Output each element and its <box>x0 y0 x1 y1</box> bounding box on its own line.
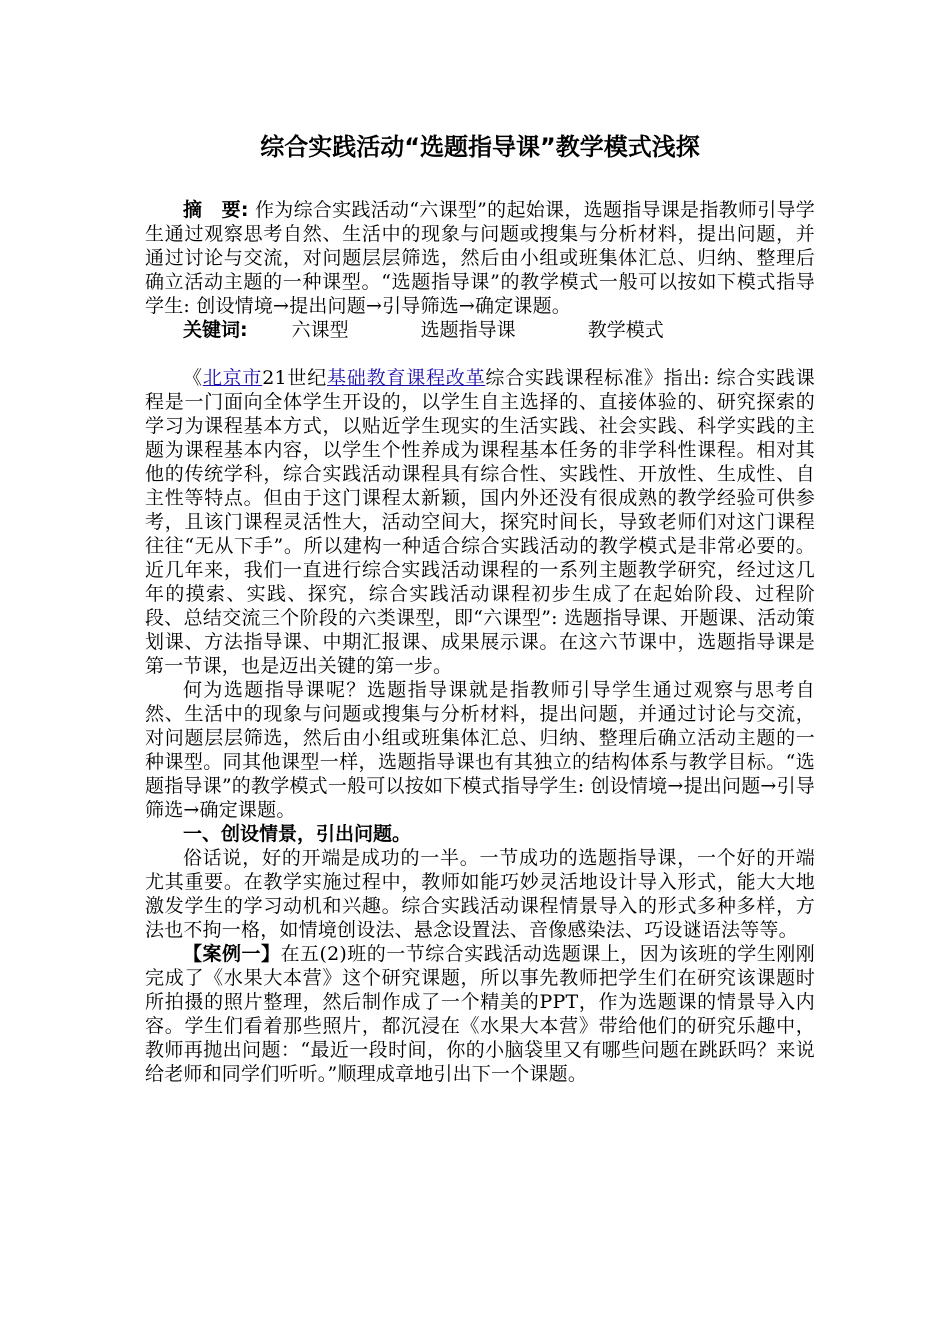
intro-rest: 综合实践课程标准》指出: 综合实践课程是一门面向全体学生开设的，以学生自主选择的、直接体验的、研究探索的学习为课程基本方式，以贴近学生现实的生活实践、社会实践、科学实践的主题为课程基本内容，以学生个性养成为课程基本任务的非学科性课程。相对其他的传统学科，综合实践活动课程具有综合性、实践性、开放性、生成性、自主性等特点。但由于这门课程太新颖，国内外还没有很成熟的教学经验可供参考，且该门课程灵活性大，活动空间大，探究时间长，导致老师们对这门课程往往“无从下手”。所以建构一种适合综合实践活动的教学模式是非常必要的。近几年来，我们一直进行综合实践活动课程的一系列主题教学研究，经过这几年的摸索、实践、探究，综合实践活动课程初步生成了在起始阶段、过程阶段、总结交流三个阶段的六类课型，即“六课型”: 选题指导课、开题课、活动策划课、方法指导课、中期汇报课、成果展示课。在这六节课中，选题指导课是第一节课，也是迈出关键的第一步。 <box>145 367 816 677</box>
case-label: 【案例一】 <box>183 943 281 965</box>
keyword-item: 教学模式 <box>587 319 664 341</box>
case-paragraph <box>145 942 815 1086</box>
keywords-line <box>145 318 815 342</box>
section-heading-1: 一、创设情景，引出问题。 <box>183 823 412 845</box>
keywords-label: 关键词: <box>183 319 248 341</box>
keyword-item: 六课型 <box>291 319 349 341</box>
abstract-paragraph <box>145 198 815 318</box>
abstract-text: 作为综合实践活动“六课型”的起始课，选题指导课是指教师引导学生通过观察思考自然、生活中的现象与问题或搜集与分析材料，提出问题，并通过讨论与交流，对问题层层筛选，然后由小组或班集体汇总、归纳、整理后确立活动主题的一种课型。“选题指导课”的教学模式一般可以按如下模式指导学生: 创设情境→提出问题→引导筛选→确定课题。 <box>145 199 815 317</box>
definition-paragraph: 何为选题指导课呢？选题指导课就是指教师引导学生通过观察与思考自然、生活中的现象与问题或搜集与分析材料，提出问题，并通过讨论与交流，对问题层层筛选，然后由小组或班集体汇总、归纳、整理后确立活动主题的一种课型。同其他课型一样，选题指导课也有其独立的结构体系与教学目标。“选题指导课”的教学模式一般可以按如下模式指导学生: 创设情境→提出问题→引导筛选→确定课题。 <box>145 679 815 821</box>
intro-prefix: 《 <box>183 367 203 389</box>
link-curriculum-reform[interactable]: 基础教育课程改革 <box>327 367 486 389</box>
section1-paragraph: 俗话说，好的开端是成功的一半。一节成功的选题指导课，一个好的开端尤其重要。在教学实施过程中，教师如能巧妙灵活地设计导入形式，能大大地激发学生的学习动机和兴趣。综合实践活动课程情景导入的形式多种多样，方法也不拘一格，如情境创设法、悬念设置法、音像感染法、巧设谜语法等等。 <box>145 847 815 941</box>
document-page <box>145 132 815 1086</box>
page-title: 综合实践活动“选题指导课”教学模式浅探 <box>260 133 700 161</box>
link-beijing[interactable]: 北京市 <box>202 367 263 389</box>
keyword-item: 选题指导课 <box>420 319 516 341</box>
case-text: 在五(2)班的一节综合实践活动选题课上，因为该班的学生刚刚完成了《水果大本营》这个研究课题，所以事先教师把学生们在研究该课题时所拍摄的照片整理，然后制作成了一个精美的PPT，作为选题课的情景导入内容。学生们看着那些照片，都沉浸在《水果大本营》带给他们的研究乐趣中，教师再抛出问题：“最近一段时间，你的小脑袋里又有哪些问题在跳跃吗？来说给老师和同学们听听。”顺理成章地引出下一个课题。 <box>145 943 815 1085</box>
abstract-label: 摘 要: <box>183 199 249 221</box>
intro-paragraph <box>145 366 815 678</box>
intro-mid: 21世纪 <box>262 367 327 389</box>
